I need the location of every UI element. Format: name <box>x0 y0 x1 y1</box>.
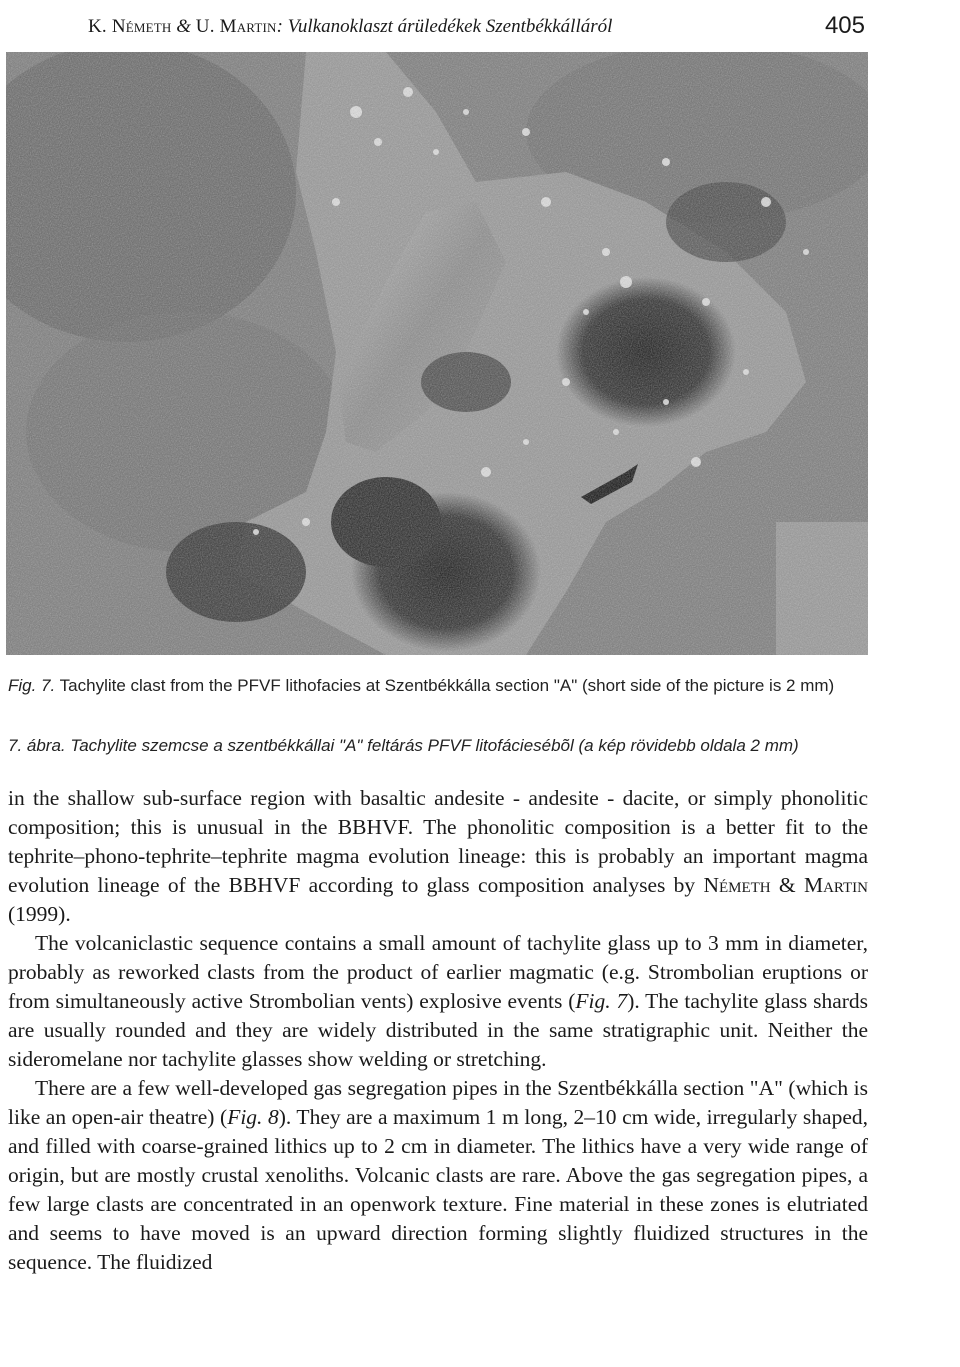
body-text <box>8 784 868 1277</box>
paragraph-1-end: (1999). <box>8 902 71 926</box>
paragraph-2-end: ). The tachylite glass shards are usually rounded and they are widely distributed in the same stratigraphic unit. Neither the sideromelane nor tachylite glasses show welding or stretching. <box>8 989 869 1071</box>
header-title: : Vulkanoklaszt árüledékek Szentbékkálláról <box>276 16 613 37</box>
paragraph-1 <box>8 784 868 929</box>
running-header <box>88 12 865 42</box>
figure-reference: Fig. 8 <box>227 1105 279 1129</box>
paragraph-3-end: ). They are a maximum 1 m long, 2–10 cm wide, irregularly shaped, and filled with coarse-grained lithics up to 2 cm in diameter. The lithics have a very wide range of origin, but are mostly crustal xenoliths. Volcanic clasts are rare. Above the gas segregation pipes, a few large clasts are concentrated in an openwork texture. Fine material in these zones is elutriated and seems to have moved is an upward direction forming slightly fluidized structures in the sequence. The fluidized <box>8 1105 868 1274</box>
citation-amp: & <box>770 873 804 897</box>
figure-caption-english <box>8 674 868 698</box>
figure-label-hu: 7. ábra. <box>8 736 66 755</box>
paragraph-3 <box>8 1074 868 1277</box>
caption-text-hu: Tachylite szemcse a szentbékkállai "A" feltárás PFVF litofáciesébõl (a kép rövidebb oldala 2 mm) <box>65 736 799 755</box>
figure-caption-hungarian <box>8 734 868 758</box>
header-author-1: K. Németh <box>88 16 172 37</box>
figure-label: Fig. 7. <box>8 676 56 695</box>
citation-author-1: Németh <box>703 873 771 897</box>
paragraph-3-text: There are a few well-developed gas segregation pipes in the Szentbékkálla section "A" (which is like an open-air theatre) ( <box>8 1076 868 1129</box>
figure-reference: Fig. 7 <box>575 989 628 1013</box>
figure-7-photograph <box>6 52 868 655</box>
running-head-title <box>88 16 612 38</box>
header-author-2: U. Martin <box>195 16 277 37</box>
paragraph-2 <box>8 929 868 1074</box>
caption-text: Tachylite clast from the PFVF lithofacies at Szentbékkálla section "A" (short side of the picture is 2 mm) <box>55 676 835 695</box>
header-ampersand: & <box>171 16 196 37</box>
paragraph-2-text: The volcaniclastic sequence contains a small amount of tachylite glass up to 3 mm in diameter, probably as reworked clasts from the product of earlier magmatic (e.g. Strombolian eruptions or from simultaneously active Strombolian vents) explosive events ( <box>8 931 868 1013</box>
paragraph-1-text: in the shallow sub-surface region with basaltic andesite - andesite - dacite, or simply phonolitic composition; this is unusual in the BBHVF. The phonolitic composition is a better fit to the tephrite–phono-tephrite–tephrite magma evolution lineage: this is probably an important magma evolution lineage of the BBHVF according to glass composition analyses by <box>8 786 868 897</box>
micrograph-image <box>6 52 868 655</box>
citation-author-2: Martin <box>803 873 868 897</box>
page-number: 405 <box>824 12 865 39</box>
